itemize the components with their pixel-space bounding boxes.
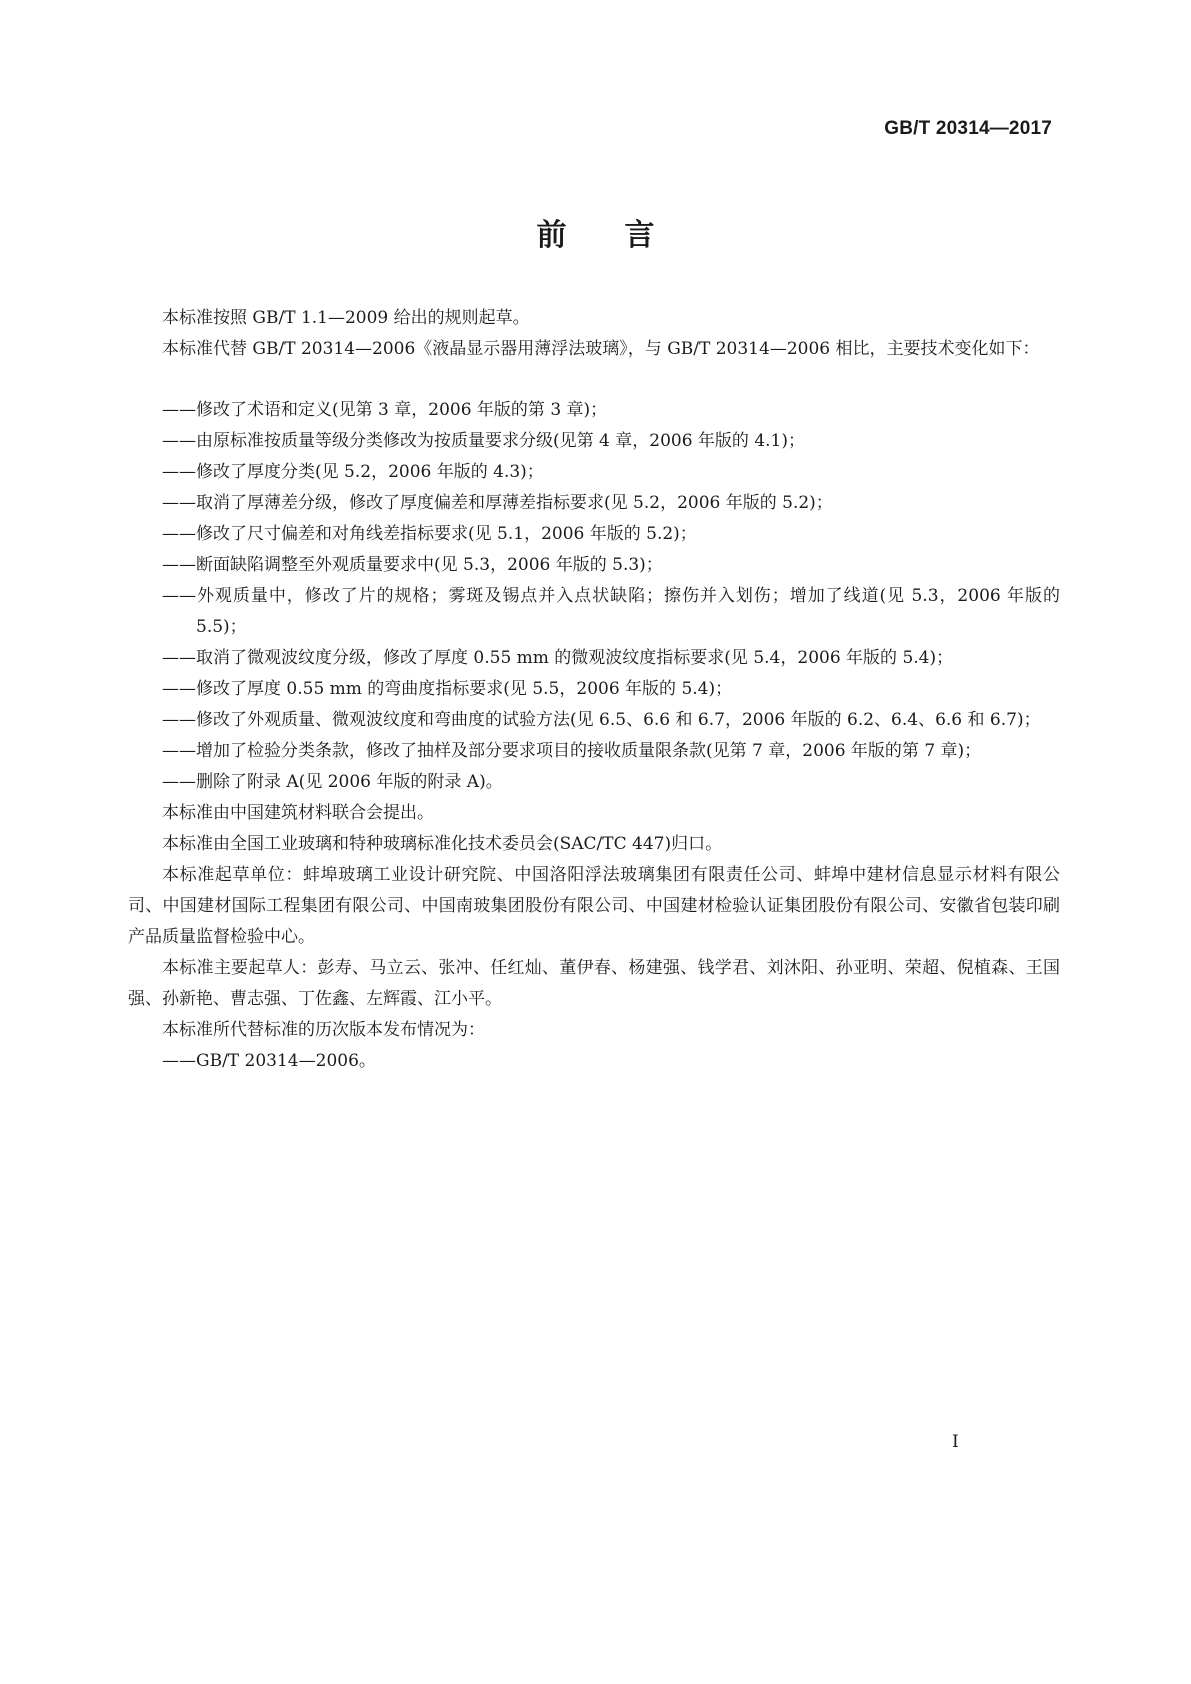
change-item: ——外观质量中，修改了片的规格；雾斑及锡点并入点状缺陷；擦伤并入划伤；增加了线道(见 5.3，2006 年版的 5.5)； [162, 586, 1060, 637]
history-item: ——GB/T 20314—2006。 [162, 1051, 376, 1071]
change-item: ——修改了厚度分类(见 5.2，2006 年版的 4.3)； [162, 462, 544, 482]
change-item: ——取消了厚薄差分级，修改了厚度偏差和厚薄差指标要求(见 5.2，2006 年版的 5.2)； [162, 493, 833, 513]
change-item: ——修改了尺寸偏差和对角线差指标要求(见 5.1，2006 年版的 5.2)； [162, 524, 697, 544]
change-item: ——删除了附录 A(见 2006 年版的附录 A)。 [162, 772, 503, 792]
paragraph-proposed-by: 本标准由中国建筑材料联合会提出。 [162, 803, 434, 823]
paragraph-version-history: 本标准所代替标准的历次版本发布情况为： [162, 1020, 485, 1040]
change-item: ——取消了微观波纹度分级，修改了厚度 0.55 mm 的微观波纹度指标要求(见 5.4，2006 年版的 5.4)； [162, 648, 954, 668]
page-title: 前言 [536, 218, 713, 253]
page-number: I [952, 1432, 959, 1452]
change-item: ——由原标准按质量等级分类修改为按质量要求分级(见第 4 章，2006 年版的 4.1)； [162, 431, 805, 451]
paragraph-drafters: 本标准主要起草人：彭寿、马立云、张冲、任红灿、董伊春、杨建强、钱学君、刘沐阳、孙亚明、荣超、倪植森、王国强、孙新艳、曹志强、丁佐鑫、左辉霞、江小平。 [128, 958, 1060, 1009]
paragraph-centralized-by: 本标准由全国工业玻璃和特种玻璃标准化技术委员会(SAC/TC 447)归口。 [162, 834, 723, 854]
paragraph-drafting-units: 本标准起草单位：蚌埠玻璃工业设计研究院、中国洛阳浮法玻璃集团有限责任公司、蚌埠中建材信息显示材料有限公司、中国建材国际工程集团有限公司、中国南玻集团股份有限公司、中国建材检验认证集团股份有限公司、安徽省包装印刷产品质量监督检验中心。 [128, 865, 1060, 947]
paragraph-replacement: 本标准代替 GB/T 20314—2006《液晶显示器用薄浮法玻璃》，与 GB/T 20314—2006 相比，主要技术变化如下： [162, 339, 1040, 359]
change-item: ——修改了厚度 0.55 mm 的弯曲度指标要求(见 5.5，2006 年版的 5.4)； [162, 679, 733, 699]
standard-number: GB/T 20314—2017 [884, 118, 1052, 139]
change-item: ——修改了外观质量、微观波纹度和弯曲度的试验方法(见 6.5、6.6 和 6.7，2006 年版的 6.2、6.4、6.6 和 6.7)； [162, 710, 1041, 730]
foreword-body [128, 303, 1060, 1077]
change-item: ——修改了术语和定义(见第 3 章，2006 年版的第 3 章)； [162, 400, 608, 420]
paragraph-drafting-rules: 本标准按照 GB/T 1.1—2009 给出的规则起草。 [162, 308, 530, 328]
change-item: ——增加了检验分类条款，修改了抽样及部分要求项目的接收质量限条款(见第 7 章，2006 年版的第 7 章)； [162, 741, 982, 761]
change-item: ——断面缺陷调整至外观质量要求中(见 5.3，2006 年版的 5.3)； [162, 555, 663, 575]
